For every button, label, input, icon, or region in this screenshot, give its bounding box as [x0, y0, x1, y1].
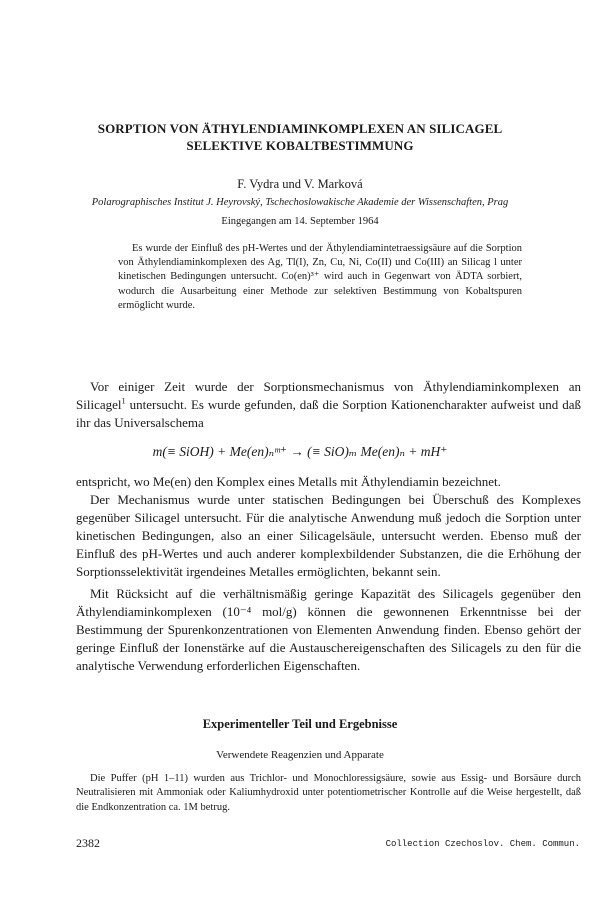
body-part-2	[76, 473, 581, 675]
page-number: 2382	[76, 836, 100, 850]
title-line-2: SELEKTIVE KOBALTBESTIMMUNG	[186, 138, 414, 153]
paragraph-1-a: Vor einiger Zeit wurde der Sorptionsmechanismus von Äthylendiaminkomplexen an Silicagel	[76, 379, 581, 412]
paragraph-4: Mit Rücksicht auf die verhältnismäßig geringe Kapazität des Silicagels gegenüber den Äthylendiaminkomplexen (10⁻⁴ mol/g) können die gewonnenen Erkenntnisse bei der Bestimmung der Spurenkonzentrationen von Elementen Anwendung finden. Ebenso gehört der geringe Einfluß der Ionenstärke auf die Austauschereigenschaften des Silicagels zu den für die analytische Verwendung erforderlichen Eigenschaften.	[76, 586, 581, 673]
authors: F. Vydra und V. Marková	[237, 177, 363, 191]
section-heading: Experimenteller Teil und Ergebnisse	[202, 717, 398, 731]
paragraph-2-continuation: entspricht, wo Me(en) den Komplex eines Metalls mit Äthylendiamin bezeichnet.	[76, 474, 501, 489]
reference-1: 1	[121, 395, 126, 406]
equation: m(≡ SiOH) + Me(en)ₙᵐ⁺ → (≡ SiO)ₘ Me(en)ₙ + mH⁺	[152, 444, 448, 459]
abstract	[118, 242, 522, 313]
institute: Polarographisches Institut J. Heyrovský, Tschechoslowakische Akademie der Wissenschaften, Prag	[91, 197, 509, 208]
title-line-1: SORPTION VON ÄTHYLENDIAMINKOMPLEXEN AN SILICAGEL	[97, 121, 503, 136]
abstract-text: Es wurde der Einfluß des pH-Wertes und der Äthylendiamintetraessigsäure auf die Sorption von Äthylendiaminkomplexen des Ag, Tl(I), Zn, Cu, Ni, Co(II) und Co(III) an Silicag l unter kinetischen Bedingungen untersucht. Co(en)³⁺ wird auch in Gegenwart von ÄDTA sorbiert, wodurch die Ausarbeitung einer Methode zur selektiven Bestimmung von Kobaltspuren ermöglicht wurde.	[118, 243, 522, 311]
section-text	[76, 772, 581, 815]
paragraph-1-b: untersucht. Es wurde gefunden, daß die Sorption Kationencharakter aufweist und daß ihr das Universalschema	[76, 397, 581, 430]
section-paragraph: Die Puffer (pH 1–11) wurden aus Trichlor- und Monochloressigsäure, sowie aus Essig- und Borsäure durch Neutralisieren mit Ammoniak oder Kaliumhydroxid unter potentiometrischer Kontrolle auf die Weise hergestellt, daß die Endkonzentration ca. 1M betrug.	[76, 773, 581, 813]
received-date: Eingegangen am 14. September 1964	[221, 216, 379, 227]
paragraph-3: Der Mechanismus wurde unter statischen Bedingungen bei Überschuß des Komplexes gegenüber Silicagel untersucht. Für die analytische Anwendung muß jedoch die Sorption unter kinetischen Bedingungen, also an einer Silicagelsäule, untersucht werden. Ebenso muß der Einfluß des pH-Wertes und auch anderer komplexbildender Substanzen, die die Erhöhung der Sorptionsselektivität irgendeines Metalles ermöglichten, bekannt sein.	[76, 492, 581, 579]
paragraph-1	[76, 378, 581, 432]
journal-name: Collection Czechoslov. Chem. Commun.	[385, 839, 580, 849]
body-part-1	[76, 378, 581, 432]
subsection-heading: Verwendete Reagenzien und Apparate	[216, 749, 384, 761]
